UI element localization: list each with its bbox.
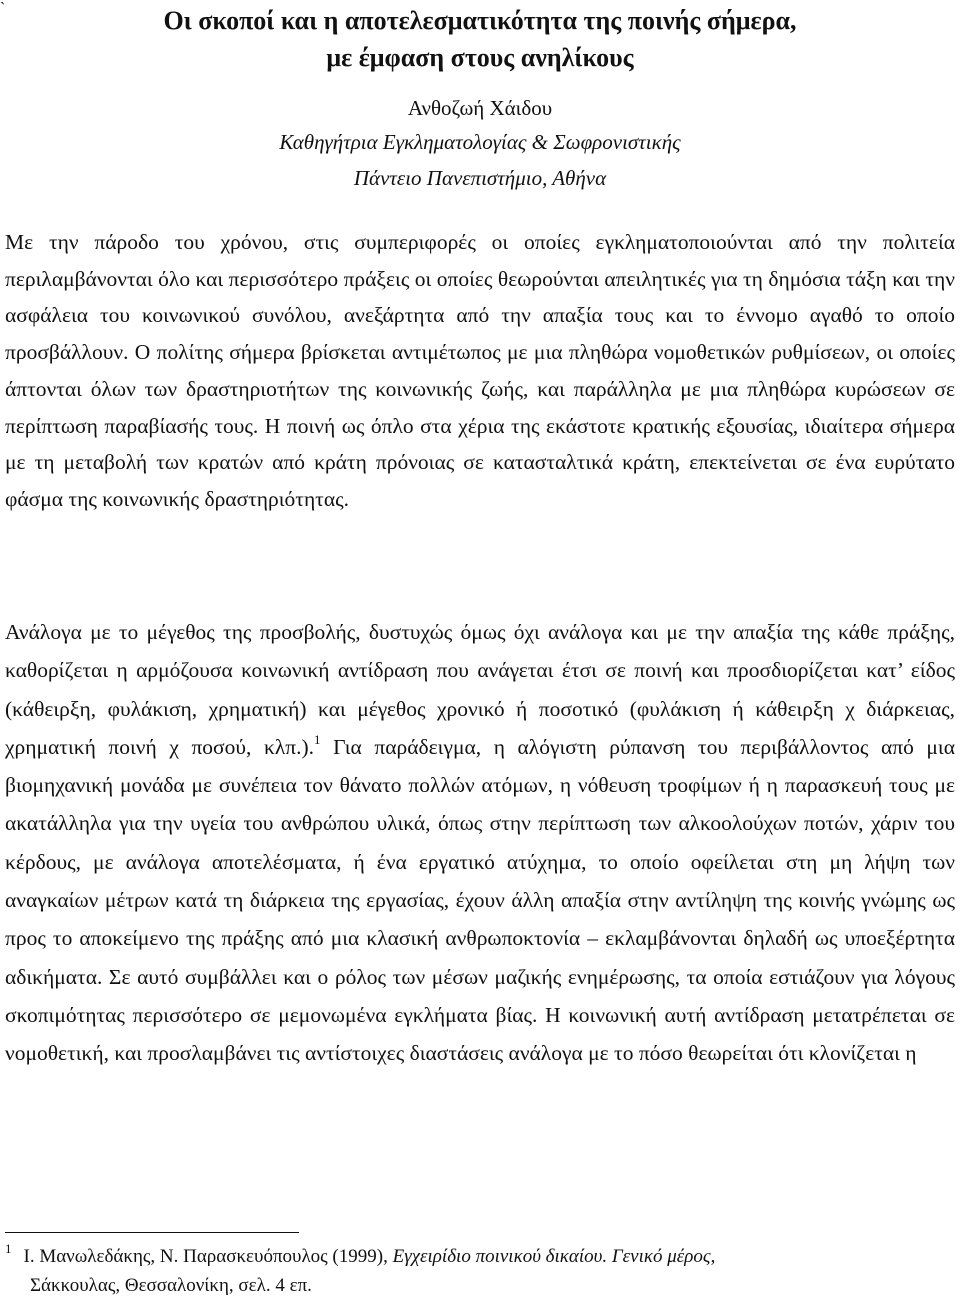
title-line-1: Οι σκοποί και η αποτελεσματικότητα της ποινής σήμερα, (163, 6, 797, 35)
footnote-reference[interactable]: 1 (314, 731, 321, 747)
footnote-text-after: , (710, 1246, 716, 1267)
author-position: Καθηγήτρια Εγκληματολογίας & Σωφρονιστικής (279, 130, 681, 154)
footnote (5, 1242, 955, 1300)
footnote-separator (5, 1232, 299, 1233)
author-affiliation: Πάντειο Πανεπιστήμιο, Αθήνα (353, 166, 607, 190)
footnote-book-title: Εγχειρίδιο ποινικού δικαίου. Γενικό μέρος (392, 1246, 711, 1267)
paragraph-2 (5, 613, 955, 1073)
title-line-2: με έμφαση στους ανηλίκους (326, 43, 634, 72)
paragraph-2-part-1: Ανάλογα με το μέγεθος της προσβολής, δυστυχώς όμως όχι ανάλογα και με την απαξία της κάθε πράξης, καθορίζεται η αρμόζουσα κοινωνική αντίδραση που ανάγεται έτσι σε ποινή και προσδιορίζεται κατ’ είδος (κάθειρξη, φυλάκιση, χρηματική) και μέγεθος χρονικό ή ποσοτικό (φυλάκιση ή κάθειρξη χ διάρκειας, χρηματική ποινή χ ποσού, κλπ.). (5, 620, 955, 759)
footnote-line-2: Σάκκουλας, Θεσσαλονίκη, σελ. 4 επ. (30, 1275, 312, 1296)
author-name: Ανθοζωή Χάιδου (407, 96, 553, 120)
footnote-marker: 1 (5, 1241, 12, 1256)
paragraph-2-part-2: Για παράδειγμα, η αλόγιστη ρύπανση του περιβάλλοντος από μια βιομηχανική μονάδα με συνέπεια τον θάνατο πολλών ατόμων, η νόθευση τροφίμων ή η παρασκευή τους με ακατάλληλα για την υγεία του ανθρώπου υλικά, όπως στην περίπτωση των αλκοολούχων ποτών, χάριν του κέρδους, με ανάλογα αποτελέσματα, ή ένα εργατικό ατύχημα, το οποίο οφείλεται στη μη λήψη των αναγκαίων μέτρων κατά τη διάρκεια της εργασίας, έχουν άλλη απαξία στην αντίληψη της κοινής γνώμης ως προς το αποκείμενο της πράξης από μια κλασική ανθρωποκτονία – εκλαμβάνονται δηλαδή ως υποεξέρτητα αδικήματα. Σε αυτό συμβάλλει και ο ρόλος των μέσων μαζικής ενημέρωσης, τα οποία εστιάζουν για λόγους σκοπιμότητας περισσότερο σε μεμονωμένα εγκλήματα βίας. Η κοινωνική αυτή αντίδραση μετατρέπεται σε νομοθετική, και προσλαμβάνει τις αντίστοιχες διαστάσεις ανάλογα με το πόσο θεωρείται ότι κλονίζεται η (5, 734, 955, 1066)
footnote-text-before: Ι. Μανωλεδάκης, Ν. Παρασκευόπουλος (1999), (23, 1246, 393, 1267)
paragraph-1: Με την πάροδο του χρόνου, στις συμπεριφορές οι οποίες εγκληματοποιούνται από την πολιτεία περιλαμβάνονται όλο και περισσότερο πράξεις οι οποίες θεωρούνται απειλητικές για τη δημόσια τάξη και την ασφάλεια του κοινωνικού συνόλου, ανεξάρτητα από την απαξία τους και το έννομο αγαθό το οποίο προσβάλλουν. Ο πολίτης σήμερα βρίσκεται αντιμέτωπος με μια πληθώρα νομοθετικών ρυθμίσεων, οι οποίες άπτονται όλων των δραστηριοτήτων της κοινωνικής ζωής, και παράλληλα με μια πληθώρα κυρώσεων σε περίπτωση παραβίασής τους. Η ποινή ως όπλο στα χέρια της εκάστοτε κρατικής εξουσίας, ιδιαίτερα σήμερα με τη μεταβολή των κρατών από κράτη πρόνοιας σε κατασταλτικά κράτη, επεκτείνεται σε ένα ευρύτατο φάσμα της κοινωνικής δραστηριότητας. (5, 230, 955, 511)
